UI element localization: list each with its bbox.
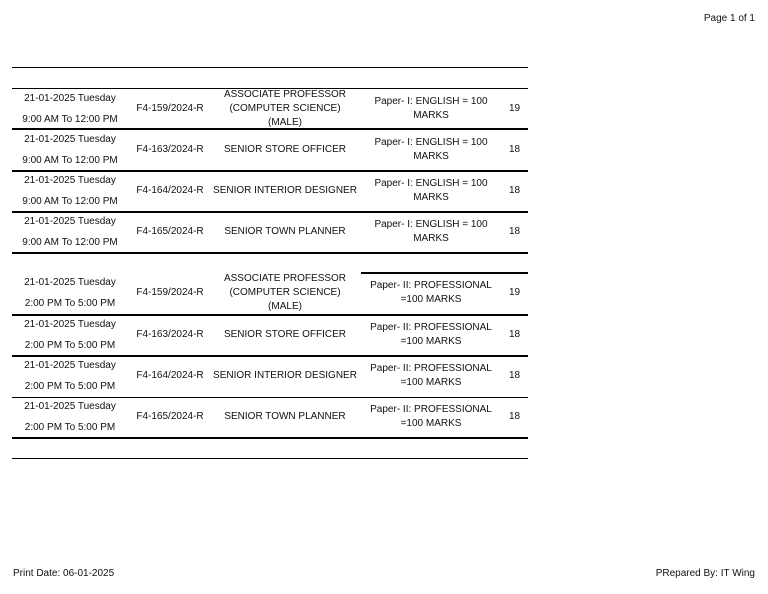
exam-date: 21-01-2025 Tuesday	[24, 175, 116, 186]
date-time-cell	[12, 397, 128, 437]
paper-name: Paper- II: PROFESSIONAL =100 MARKS	[370, 363, 492, 388]
exam-date: 21-01-2025 Tuesday	[24, 277, 116, 288]
schedule-row	[12, 89, 528, 129]
date-time-cell	[12, 315, 128, 355]
case-number: F4-163/2024-R	[136, 329, 204, 340]
candidate-count: 18	[508, 370, 521, 381]
case-number: F4-164/2024-R	[136, 370, 204, 381]
case-number: F4-159/2024-R	[136, 103, 204, 114]
page-number: Page 1 of 1	[703, 13, 755, 24]
paper-name: Paper- I: ENGLISH = 100 MARKS	[374, 96, 488, 121]
post-name: ASSOCIATE PROFESSOR (COMPUTER SCIENCE) (MALE)	[223, 273, 347, 312]
exam-time: 2:00 PM To 5:00 PM	[24, 422, 116, 433]
exam-date: 21-01-2025 Tuesday	[24, 360, 116, 371]
schedule-row	[12, 130, 528, 170]
post-name: SENIOR TOWN PLANNER	[224, 411, 346, 422]
paper-name: Paper- I: ENGLISH = 100 MARKS	[374, 219, 488, 244]
schedule-row	[12, 356, 528, 396]
candidate-count: 19	[508, 103, 521, 114]
paper-name: Paper- II: PROFESSIONAL =100 MARKS	[370, 404, 492, 429]
row-rule	[12, 252, 528, 254]
schedule-row	[12, 315, 528, 355]
case-number: F4-163/2024-R	[136, 144, 204, 155]
exam-time: 9:00 AM To 12:00 PM	[22, 196, 118, 207]
exam-time: 9:00 AM To 12:00 PM	[22, 237, 118, 248]
case-number: F4-164/2024-R	[136, 185, 204, 196]
exam-date: 21-01-2025 Tuesday	[24, 134, 116, 145]
schedule-row	[12, 171, 528, 211]
exam-time: 9:00 AM To 12:00 PM	[22, 155, 118, 166]
case-number: F4-165/2024-R	[136, 226, 204, 237]
date-time-cell	[12, 171, 128, 211]
case-number: F4-159/2024-R	[136, 287, 204, 298]
schedule-row	[12, 273, 528, 313]
candidate-count: 18	[508, 185, 521, 196]
post-name: ASSOCIATE PROFESSOR (COMPUTER SCIENCE) (MALE)	[223, 89, 347, 128]
candidate-count: 18	[508, 226, 521, 237]
prepared-by: PRepared By: IT Wing	[655, 568, 755, 579]
schedule-row	[12, 212, 528, 252]
row-rule	[12, 437, 528, 439]
post-name: SENIOR STORE OFFICER	[223, 329, 347, 340]
paper-name: Paper- I: ENGLISH = 100 MARKS	[374, 137, 488, 162]
date-time-cell	[12, 89, 128, 129]
paper-name: Paper- I: ENGLISH = 100 MARKS	[374, 178, 488, 203]
date-time-cell	[12, 130, 128, 170]
candidate-count: 19	[508, 287, 521, 298]
candidate-count: 18	[508, 411, 521, 422]
schedule-row	[12, 397, 528, 437]
candidate-count: 18	[508, 329, 521, 340]
exam-date: 21-01-2025 Tuesday	[24, 93, 116, 104]
date-time-cell	[12, 273, 128, 313]
paper-name: Paper- II: PROFESSIONAL =100 MARKS	[370, 322, 492, 347]
post-name: SENIOR INTERIOR DESIGNER	[213, 185, 357, 196]
table-top-rule	[12, 67, 528, 68]
exam-date: 21-01-2025 Tuesday	[24, 216, 116, 227]
exam-time: 2:00 PM To 5:00 PM	[24, 298, 116, 309]
paper-name: Paper- II: PROFESSIONAL =100 MARKS	[370, 280, 492, 305]
case-number: F4-165/2024-R	[136, 411, 204, 422]
exam-time: 9:00 AM To 12:00 PM	[22, 114, 118, 125]
date-time-cell	[12, 212, 128, 252]
exam-date: 21-01-2025 Tuesday	[24, 401, 116, 412]
post-name: SENIOR STORE OFFICER	[223, 144, 347, 155]
post-name: SENIOR INTERIOR DESIGNER	[213, 370, 357, 381]
date-time-cell	[12, 356, 128, 396]
exam-date: 21-01-2025 Tuesday	[24, 319, 116, 330]
print-date: Print Date: 06-01-2025	[13, 568, 115, 579]
exam-time: 2:00 PM To 5:00 PM	[24, 340, 116, 351]
post-name: SENIOR TOWN PLANNER	[224, 226, 346, 237]
candidate-count: 18	[508, 144, 521, 155]
table-bottom-rule	[12, 458, 528, 459]
exam-time: 2:00 PM To 5:00 PM	[24, 381, 116, 392]
